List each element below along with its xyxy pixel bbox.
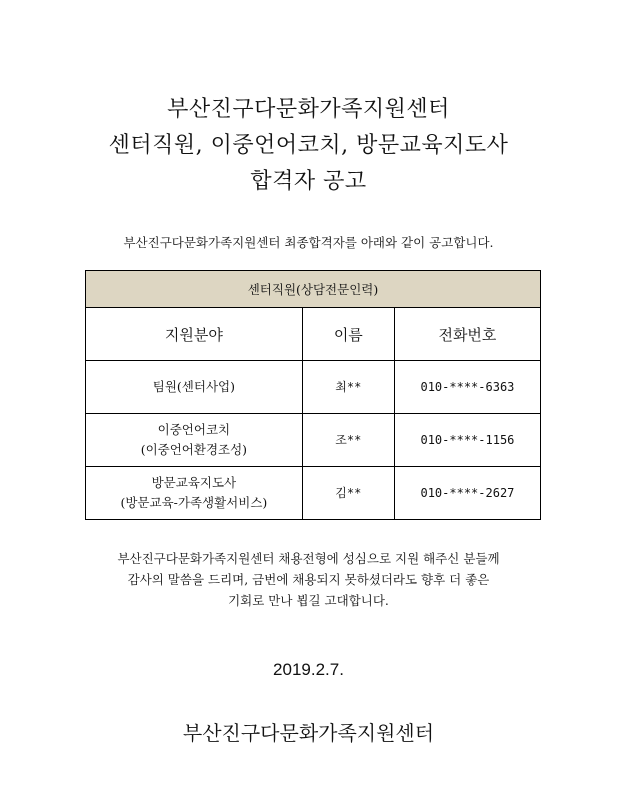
field-label: 이중언어코치 [157,422,231,437]
field-label: 방문교육지도사 [151,475,237,490]
field-cell [86,414,303,467]
table-row [86,467,541,520]
name-cell: 조** [302,414,394,467]
header-phone: 전화번호 [394,308,540,361]
field-label: 팀원(센터사업) [152,379,235,394]
phone-cell: 010-****-1156 [394,414,540,467]
phone-cell: 010-****-6363 [394,361,540,414]
header-field: 지원분야 [86,308,303,361]
name-cell: 김** [302,467,394,520]
title-positions: 센터직원, 이중언어코치, 방문교육지도사 [108,133,509,158]
footer-organization: 부산진구다문화가족지원센터 [182,721,435,745]
field-sublabel: (방문교육-가족생활서비스) [120,495,268,510]
closing-line: 부산진구다문화가족지원센터 채용전형에 성심으로 지원 해주신 분들께 [117,551,500,566]
closing-line: 기회로 만나 뵙길 고대합니다. [228,593,389,608]
header-row [86,308,541,361]
title-announcement: 합격자 공고 [250,169,367,194]
header-name: 이름 [302,308,394,361]
phone-cell: 010-****-2627 [394,467,540,520]
field-cell [86,361,303,414]
table-row [86,361,541,414]
title-organization: 부산진구다문화가족지원센터 [167,97,450,122]
section-title: 센터직원(상담전문인력) [86,271,541,308]
intro-text: 부산진구다문화가족지원센터 최종합격자를 아래와 같이 공고합니다. [123,235,494,250]
field-sublabel: (이중언어환경조성) [140,442,248,457]
closing-line: 감사의 말씀을 드리며, 금번에 채용되지 못하셨더라도 향후 더 좋은 [127,572,490,587]
name-cell: 최** [302,361,394,414]
field-cell [86,467,303,520]
section-row [86,271,541,308]
closing-message [0,548,617,611]
table-row [86,414,541,467]
announcement-title [0,92,617,200]
results-table [85,270,541,520]
announcement-date: 2019.2.7. [273,660,344,679]
